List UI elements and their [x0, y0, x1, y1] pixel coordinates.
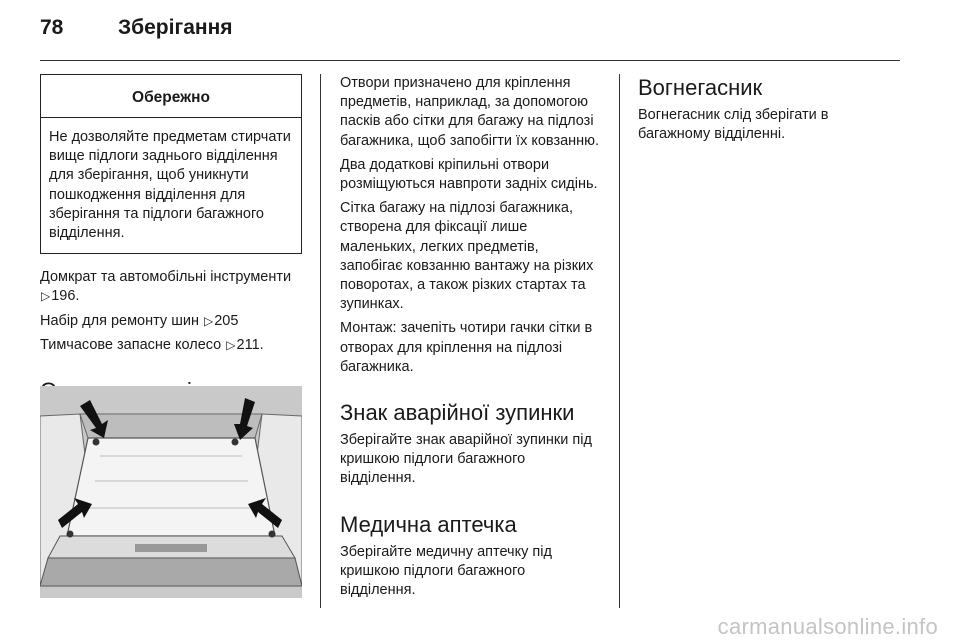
header-divider: [40, 60, 900, 61]
reference-spare-wheel: Тимчасове запасне колесо ▷211.: [40, 336, 302, 355]
reference-jack: Домкрат та автомобільні інструменти ▷196.: [40, 268, 302, 306]
anchors-paragraph-1: Отвори призначено для кріплення предметів, наприклад, за допомогою пасків або сітки для багажу на підлозі багажника, щоб запобігти їх ковзанню.: [340, 75, 600, 149]
anchors-paragraph-4: Монтаж: зачепіть чотири гачки сітки в отворах для кріплення на підлозі багажника.: [340, 320, 593, 375]
heading-warning-triangle: Знак аварійної зупинки: [340, 400, 575, 426]
page-number: 78: [40, 16, 64, 39]
column-3: [638, 74, 900, 144]
column-1: [40, 74, 302, 405]
first-aid-text: Зберігайте медичну аптечку під кришкою підлоги багажного відділення.: [340, 543, 552, 599]
fire-extinguisher-text: Вогнегасник слід зберігати в багажному відділенні.: [638, 107, 829, 143]
page-header: [40, 14, 900, 44]
watermark-text: carmanualsonline.info: [717, 614, 938, 639]
triangle-arrow-icon: ▷: [203, 313, 214, 328]
reference-tire-kit: Набір для ремонту шин ▷205: [40, 312, 302, 331]
anchors-paragraph-3: Сітка багажу на підлозі багажника, створена для фіксації лише маленьких, легких предметів, запобігає ковзанню вантажу на різких поворотах, а також різких стартах та зупинках.: [340, 200, 594, 313]
warning-title: Обережно: [41, 75, 301, 118]
heading-first-aid: Медична аптечка: [340, 511, 517, 537]
running-header: Зберігання: [118, 16, 233, 39]
triangle-arrow-icon: ▷: [226, 337, 236, 352]
column-divider-1: [320, 74, 321, 608]
cargo-floor-figure: [40, 386, 302, 598]
column-divider-2: [619, 74, 620, 608]
warning-triangle-text: Зберігайте знак аварійної зупинки під кришкою підлоги багажного відділення.: [340, 432, 592, 487]
triangle-arrow-icon: ▷: [41, 289, 51, 304]
warning-box: [40, 74, 302, 254]
anchors-paragraph-2: Два додаткові кріпильні отвори розміщуються навпроти задніх сидінь.: [340, 156, 598, 193]
column-2: [340, 74, 602, 600]
warning-text: Не дозволяйте предметам стирчати вище підлоги заднього відділення для зберігання, щоб уникнути пошкодження відділення для зберігання та підлоги багажного відділення.: [49, 129, 291, 242]
heading-fire-extinguisher: Вогнегасник: [638, 75, 763, 100]
